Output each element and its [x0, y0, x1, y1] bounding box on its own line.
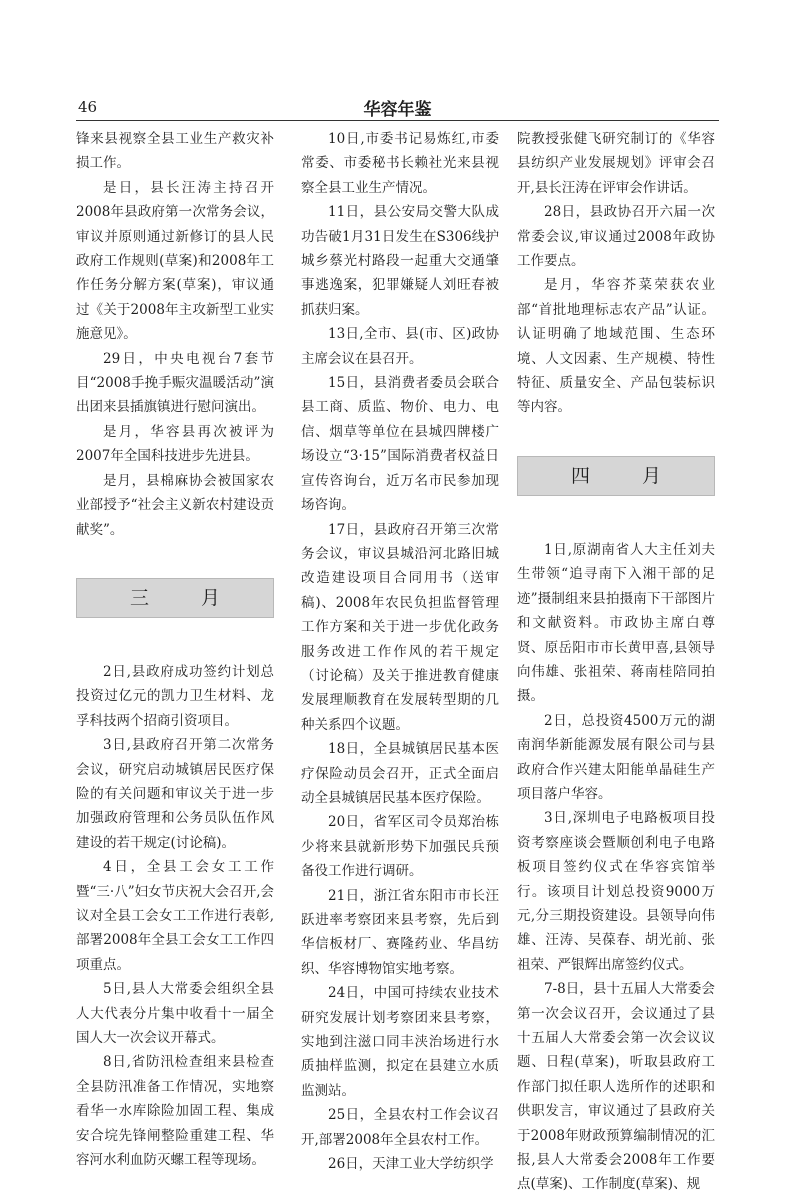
chronicle-entry: 7-8日，县十五届人大常委会第一次会议召开，会议通过了县十五届人大常委会第一次会议议题、日程(草案)，听取县政府工作部门拟任职人选所作的述职和供职发言，审议通过了县政府关于2008年财政预算编制情况的汇报,县人大常委会2008年工作要点(草案)、工作制度(草案)、规: [517, 981, 715, 1193]
month-heading-text: 四月: [570, 464, 713, 487]
chronicle-entry: 29日，中央电视台7套节目“2008手挽手赈灾温暖活动”演出团来县插旗镇进行慰问演出。: [76, 350, 274, 416]
month-heading-text: 三月: [129, 586, 272, 609]
chronicle-entry: 是日，县长汪涛主持召开2008年县政府第一次常务会议，审议并原则通过新修订的县人民政府工作规则(草案)和2008年工作任务分解方案(草案)，审议通过《关于2008年主攻新型工业实施意见》。: [76, 179, 274, 343]
page-header: [76, 92, 719, 121]
chronicle-entry: 25日，全县农村工作会议召开,部署2008年全县农村工作。: [301, 1107, 499, 1148]
chronicle-entry: 11日，县公安局交警大队成功告破1月31日发生在S306线护城乡蔡光村路段一起重大交通肇事逃逸案，犯罪嫌疑人刘旺春被抓获归案。: [301, 204, 499, 318]
text-column-3: [517, 127, 715, 1197]
chronicle-entry: 2日,县政府成功签约计划总投资过亿元的凯力卫生材料、龙孚科技两个招商引资项目。: [76, 663, 274, 729]
chronicle-entry: 3日,深圳电子电路板项目投资考察座谈会暨顺创利电子电路板项目签约仪式在华容宾馆举行。该项目计划总投资9000万元,分三期投资建设。县领导向伟雄、汪涛、吴葆春、胡光前、张祖荣、严银辉出席签约仪式。: [517, 810, 715, 973]
chronicle-entry: 4日，全县工会女工工作暨“三·八”妇女节庆祝大会召开,会议对全县工会女工工作进行表彰,部署2008年全县工会女工工作四项重点。: [76, 859, 274, 973]
page-number: 46: [78, 98, 98, 116]
month-heading: [517, 456, 715, 496]
chronicle-entry: 13日,全市、县(市、区)政协主席会议在县召开。: [301, 326, 499, 367]
chronicle-entry: 17日，县政府召开第三次常务会议，审议县城沿河北路旧城改造建设项目合同用书（送审稿)、2008年农民负担监督管理工作方案和关于进一步优化政务服务改进工作作风的若干规定（讨论稿）及关于推进教育健康发展理顺教育在发展转型期的几种关系四个议题。: [301, 521, 499, 733]
chronicle-entry: 院教授张健飞研究制订的《华容县纺织产业发展规划》评审会召开,县长汪涛在评审会作讲话。: [517, 131, 715, 196]
page-title: 华容年鉴: [363, 100, 432, 120]
chronicle-entry: 是月，华容芥菜荣获农业部“首批地理标志农产品”认证。认证明确了地域范围、生态环境、人文因素、生产规模、特性特征、质量安全、产品包装标识等内容。: [517, 277, 715, 416]
chronicle-entry: 是月，县棉麻协会被国家农业部授予“社会主义新农村建设贡献奖”。: [76, 472, 274, 538]
chronicle-entry: 15日，县消费者委员会联合县工商、质监、物价、电力、电信、烟草等单位在县城四牌楼广场设立“3·15”国际消费者权益日宣传咨询台，近万名市民参加现场咨询。: [301, 375, 499, 514]
text-column-2: [301, 127, 499, 1176]
chronicle-entry: 是月，华容县再次被评为2007年全国科技进步先进县。: [76, 423, 274, 465]
chronicle-entry: 21日，浙江省东阳市市长汪跃进率考察团来县考察，先后到华信板材厂、赛隆药业、华昌纺织、华容博物馆实地考察。: [301, 887, 499, 977]
chronicle-entry: 5日,县人大常委会组织全县人大代表分片集中收看十一届全国人大一次会议开幕式。: [76, 981, 274, 1046]
chronicle-entry: 3日,县政府召开第二次常务会议，研究启动城镇居民医疗保险的有关问题和审议关于进一步加强政府管理和公务员队伍作风建设的若干规定(讨论稿)。: [76, 737, 274, 851]
text-column-1: [76, 127, 274, 1172]
month-heading: [76, 578, 274, 618]
chronicle-entry: 20日，省军区司令员郑治栋少将来县就新形势下加强民兵预备役工作进行调研。: [301, 814, 499, 880]
chronicle-entry: 18日，全县城镇居民基本医疗保险动员会召开，正式全面启动全县城镇居民基本医疗保险。: [301, 741, 499, 806]
chronicle-entry: 28日，县政协召开六届一次常委会议,审议通过2008年政协工作要点。: [517, 204, 715, 270]
chronicle-entry: 锋来县视察全县工业生产救灾补损工作。: [76, 131, 274, 172]
chronicle-entry: 8日,省防汛检查组来县检查全县防汛准备工作情况，实地察看华一水库除险加固工程、集成安合垸先锋闸整险重建工程、华容河水利血防灭螺工程等现场。: [76, 1054, 274, 1169]
chronicle-entry: 26日，天津工业大学纺织学: [328, 1156, 494, 1173]
chronicle-entry: 2日，总投资4500万元的湖南润华新能源发展有限公司与县政府合作兴建太阳能单晶硅生产项目落户华容。: [517, 712, 715, 802]
chronicle-entry: 24日，中国可持续农业技术研究发展计划考察团来县考察，实地到注滋口同丰浃治场进行水质抽样监测，拟定在县建立水质监测站。: [301, 985, 499, 1099]
chronicle-entry: 10日,市委书记易炼红,市委常委、市委秘书长赖社光来县视察全县工业生产情况。: [301, 131, 499, 196]
chronicle-entry: 1日,原湖南省人大主任刘夫生带领“追寻南下入湘干部的足迹”摄制组来县拍摄南下干部图片和文献资料。市政协主席白尊贤、原岳阳市市长黄甲喜,县领导向伟雄、张祖荣、蒋南桂陪同拍摄。: [517, 541, 715, 705]
